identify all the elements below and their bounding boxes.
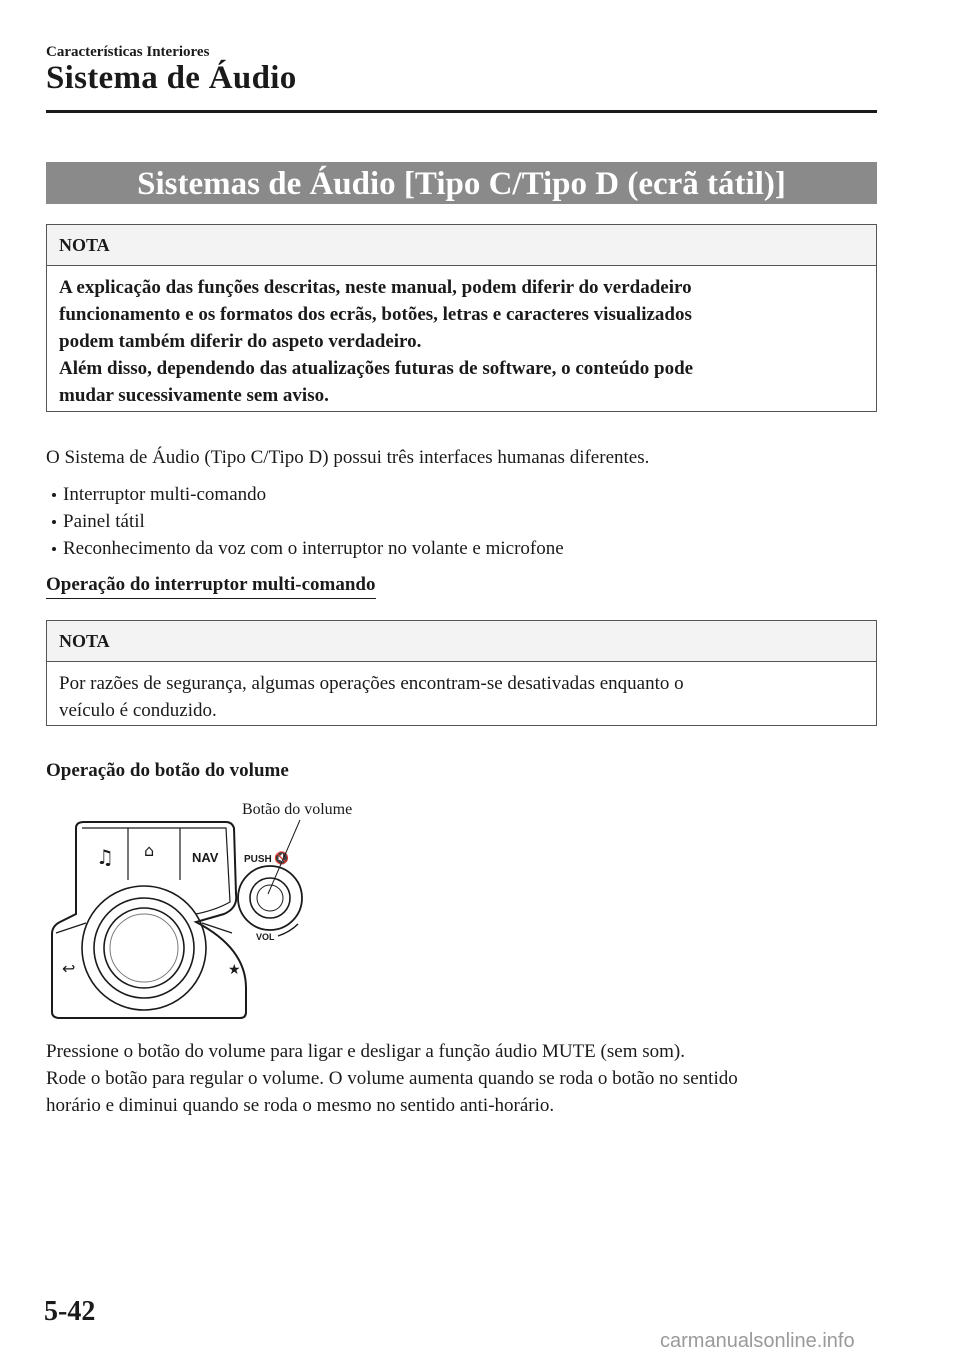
list-item-label: Reconhecimento da voz com o interruptor no volante e microfone xyxy=(63,538,564,559)
list-item-label: Painel tátil xyxy=(63,511,145,532)
page-number: 5-42 xyxy=(44,1296,96,1327)
note-body xyxy=(47,662,876,732)
chapter-title: Sistema de Áudio xyxy=(46,60,297,96)
note-heading: NOTA xyxy=(47,225,876,266)
list-item xyxy=(52,508,564,535)
note-line: veículo é conduzido. xyxy=(59,700,217,721)
note-line: Por razões de segurança, algumas operações encontram-se desativadas enquanto o xyxy=(59,673,684,694)
note-box-disclaimer xyxy=(46,224,877,412)
nav-label: NAV xyxy=(192,850,219,865)
note-line: A explicação das funções descritas, neste manual, podem diferir do verdadeiro xyxy=(59,277,692,298)
description-line: horário e diminui quando se roda o mesmo no sentido anti-horário. xyxy=(46,1095,555,1116)
dial-ring xyxy=(94,898,194,998)
volume-heading: Operação do botão do volume xyxy=(46,760,289,781)
mute-icon: 🔇 xyxy=(274,851,289,865)
list-item xyxy=(52,535,564,562)
note-line: podem também diferir do aspeto verdadeiro. xyxy=(59,331,422,352)
list-item xyxy=(52,481,564,508)
description-line: Pressione o botão do volume para ligar e desligar a função áudio MUTE (sem som). xyxy=(46,1041,685,1062)
button-divider xyxy=(56,923,86,933)
volume-knob xyxy=(250,878,290,918)
note-line: Além disso, dependendo das atualizações futuras de software, o conteúdo pode xyxy=(59,358,694,379)
list-item-label: Interruptor multi-comando xyxy=(63,484,267,505)
note-line: funcionamento e os formatos dos ecrãs, botões, letras e caracteres visualizados xyxy=(59,304,692,325)
section-label: Características Interiores xyxy=(46,44,210,60)
commander-dial xyxy=(104,908,184,988)
music-note-icon: ♫ xyxy=(96,845,114,869)
commander-switch-figure xyxy=(46,798,406,1024)
section-banner: Sistemas de Áudio [Tipo C/Tipo D (ecrã tátil)] xyxy=(46,162,877,204)
vol-arc-icon xyxy=(278,924,298,936)
volume-description xyxy=(46,1038,876,1119)
dial-surround xyxy=(82,886,206,1010)
chapter-divider xyxy=(46,110,877,113)
note-line: mudar sucessivamente sem aviso. xyxy=(59,385,329,406)
intro-paragraph: O Sistema de Áudio (Tipo C/Tipo D) possui três interfaces humanas diferentes. xyxy=(46,447,650,468)
volume-knob-outer xyxy=(238,866,302,930)
bullet-icon xyxy=(52,547,56,551)
note-body xyxy=(47,266,876,417)
note-box-safety xyxy=(46,620,877,726)
dial-center xyxy=(110,914,178,982)
bullet-icon xyxy=(52,493,56,497)
home-icon: ⌂ xyxy=(144,841,155,860)
bullet-icon xyxy=(52,520,56,524)
push-label: PUSH xyxy=(244,854,272,865)
back-icon: ↩ xyxy=(62,959,76,978)
figure-callout-label: Botão do volume xyxy=(242,801,353,818)
interface-list xyxy=(52,481,564,562)
note-heading: NOTA xyxy=(47,621,876,662)
vol-label: VOL xyxy=(256,932,275,942)
subsection-heading: Operação do interruptor multi-comando xyxy=(46,574,376,599)
description-line: Rode o botão para regular o volume. O volume aumenta quando se roda o botão no sentido xyxy=(46,1068,738,1089)
watermark: carmanualsonline.info xyxy=(660,1330,855,1352)
star-icon: ★ xyxy=(228,962,241,978)
